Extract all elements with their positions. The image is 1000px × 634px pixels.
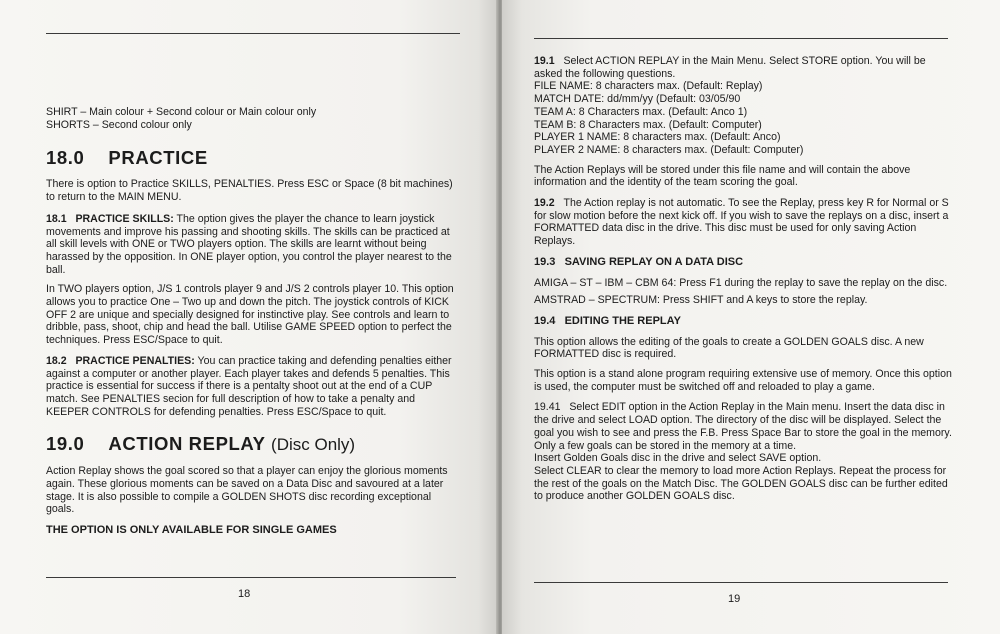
- section-19-title: ACTION REPLAY: [108, 433, 266, 455]
- section-19-1-intro: Select ACTION REPLAY in the Main Menu. Select STORE option. You will be asked the following questions.: [534, 55, 926, 80]
- section-18-number: 18.0: [46, 147, 85, 169]
- bottom-rule-right: [534, 582, 948, 583]
- section-19-1-paragraph: [534, 55, 954, 80]
- section-18-1-text: The option gives the player the chance to learn joystick movements and improve his passing and shooting skills. The skills can be practiced at all skill levels with ONE or TWO players option. The skills are learnt without being harassed by the opposition. In ONE player option, you control the player nearest to the ball.: [46, 212, 452, 276]
- section-19-4-text2: This option is a stand alone program requiring extensive use of memory. Once this option is used, the computer must be switched off and reloaded to play a game.: [534, 368, 952, 393]
- section-18-title: PRACTICE: [108, 147, 208, 169]
- single-games-notice: THE OPTION IS ONLY AVAILABLE FOR SINGLE GAMES: [46, 524, 337, 537]
- field-player-2: PLAYER 2 NAME: 8 characters max. (Default: Computer): [534, 143, 804, 156]
- section-18-2-paragraph: [46, 355, 460, 419]
- section-19-aside: (Disc Only): [271, 435, 356, 455]
- section-19-3-amstrad: AMSTRAD – SPECTRUM: Press SHIFT and A keys to store the replay.: [534, 294, 868, 307]
- section-18-1-label: 18.1: [46, 212, 67, 225]
- field-match-date: MATCH DATE: dd/mm/yy (Default: 03/05/90: [534, 93, 741, 106]
- section-18-intro: There is option to Practice SKILLS, PENALTIES. Press ESC or Space (8 bit machines) to return to the MAIN MENU.: [46, 178, 453, 204]
- section-18-heading: [46, 147, 460, 169]
- section-19-heading: [46, 433, 460, 456]
- field-team-b: TEAM B: 8 Characters max. (Default: Computer): [534, 118, 762, 131]
- page-number-right: 19: [728, 593, 741, 605]
- section-18-2-text: You can practice taking and defending penalties either against a computer or another player. Each player takes and defends 5 penalties. This practice is essential for success if there is a pentalty shoot out at the end of a CUP match. See PENALTIES secion for full description of how to take a penalty and KEEPER CONTROLS for defending penalties. Press ESC/Space to quit.: [46, 354, 452, 418]
- top-rule-left: [46, 33, 460, 34]
- section-19-1-label: 19.1: [534, 55, 555, 67]
- right-column: [534, 55, 954, 503]
- section-19-41-label: 19.41: [534, 401, 561, 414]
- section-19-41-text2: Insert Golden Goals disc in the drive and select SAVE option.: [534, 452, 822, 465]
- field-player-1: PLAYER 1 NAME: 8 characters max. (Default: Anco): [534, 131, 781, 144]
- field-team-a: TEAM A: 8 Characters max. (Default: Anco 1): [534, 105, 748, 118]
- kit-shorts-line: SHORTS – Second colour only: [46, 118, 192, 131]
- stored-note: The Action Replays will be stored under this file name and will contain the above information and the identity of the team scoring the goal.: [534, 163, 911, 189]
- page-number-left: 18: [238, 588, 251, 600]
- section-19-intro: Action Replay shows the goal scored so that a player can enjoy the glorious moments again. These glorious moments can be saved on a Data Disc and savoured at a later stage. It is also possible to compile a GOLDEN SHOTS disc recording exceptional goals.: [46, 465, 448, 516]
- section-19-number: 19.0: [46, 433, 85, 455]
- section-19-4-text1: This option allows the editing of the goals to create a GOLDEN GOALS disc. A new FORMATTED disc is required.: [534, 335, 924, 361]
- section-19-3-amiga: AMIGA – ST – IBM – CBM 64: Press F1 during the replay to save the replay on the disc.: [534, 276, 948, 289]
- field-file-name: FILE NAME: 8 characters max. (Default: Replay): [534, 80, 763, 93]
- section-18-2-title: PRACTICE PENALTIES:: [75, 354, 195, 367]
- section-19-41-text: Select EDIT option in the Action Replay in the Main menu. Insert the data disc in the drive and select LOAD option. The directory of the disc will be displayed. Select the goal you wish to see and press the F.B. Press Space Bar to store the goal in the memory. Only a few goals can be stored in the memory at a time.: [534, 401, 952, 452]
- left-column: [46, 106, 460, 537]
- section-19-41-text3: Select CLEAR to clear the memory to load more Action Replays. Repeat the process for the rest of the goals on the Match Disc. The GOLDEN GOALS disc can be further edited to produce another GOLDEN GOALS disc.: [534, 464, 948, 503]
- section-19-2-label: 19.2: [534, 197, 555, 210]
- section-18-1-text2: In TWO players option, J/S 1 controls player 9 and J/S 2 controls player 10. This option allows you to practice One – Two up and down the pitch. The joystick controls of KICK OFF 2 are unique and specially designed for instinctive play. See controls and learn to dribble, pass, shoot, chip and head the ball. Utilise GAME SPEED option to perfect the techniques. Press ESC/Space to quit.: [46, 283, 454, 347]
- section-19-3-heading: 19.3 SAVING REPLAY ON A DATA DISC: [534, 255, 744, 268]
- kit-shirt-line: SHIRT – Main colour + Second colour or Main colour only: [46, 106, 317, 118]
- section-19-2-paragraph: [534, 197, 954, 248]
- section-18-2-label: 18.2: [46, 354, 67, 367]
- section-19-2-text: The Action replay is not automatic. To see the Replay, press key R for Normal or S for slow motion before the next kick off. If you wish to save the replays on a disc, insert a FORMATTED data disc in the drive. This disc must be used for only saving Action Replays.: [534, 197, 949, 248]
- section-18-1-title: PRACTICE SKILLS:: [75, 212, 174, 225]
- right-page: [502, 0, 1000, 634]
- top-rule-right: [534, 38, 948, 39]
- section-19-4-heading: 19.4 EDITING THE REPLAY: [534, 314, 681, 327]
- bottom-rule-left: [46, 577, 456, 578]
- section-18-1-paragraph: [46, 213, 460, 277]
- left-page: [0, 0, 498, 634]
- section-19-41-paragraph: [534, 401, 954, 452]
